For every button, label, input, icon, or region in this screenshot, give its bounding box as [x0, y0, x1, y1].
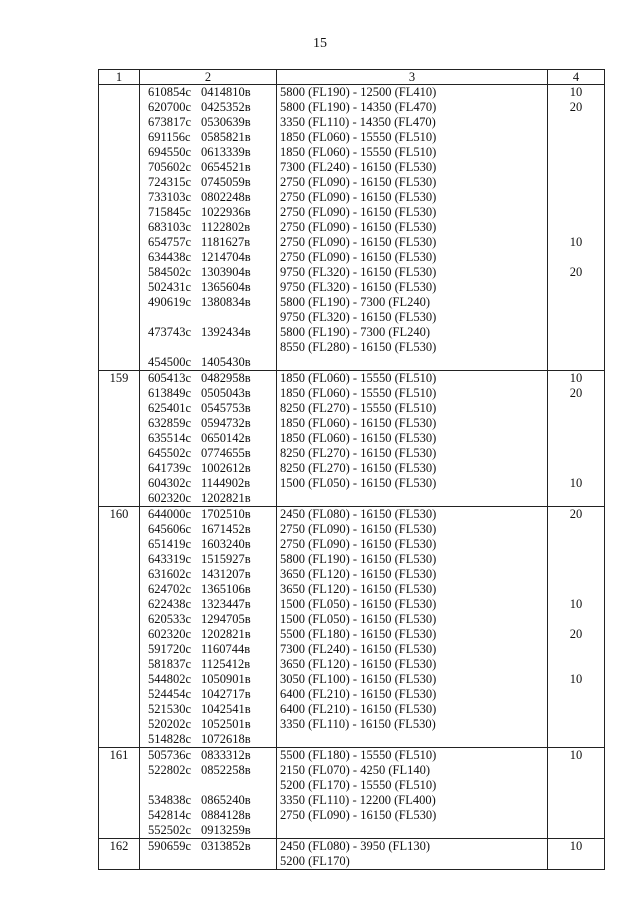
longitude: 1365604в	[201, 280, 251, 294]
interval-value	[548, 310, 604, 325]
coordinate-line	[140, 280, 276, 295]
longitude: 1160744в	[201, 642, 251, 656]
latitude: 524454c	[148, 687, 192, 701]
longitude: 1042717в	[201, 687, 251, 701]
route-number-cell	[99, 748, 140, 839]
altitude-range: 9750 (FL320) - 16150 (FL530)	[280, 280, 437, 294]
interval-value	[548, 537, 604, 552]
altitude-cell	[277, 85, 548, 371]
latitude: 602320c	[148, 491, 192, 505]
coordinate-line	[140, 627, 276, 642]
coordinate-line	[140, 839, 276, 854]
coordinate-line	[140, 672, 276, 687]
altitude-range: 2750 (FL090) - 16150 (FL530)	[280, 250, 437, 264]
interval-value	[548, 567, 604, 582]
coordinate-line	[140, 748, 276, 763]
interval-value	[548, 732, 604, 747]
coordinate-line	[140, 371, 276, 386]
coordinate-line	[140, 401, 276, 416]
altitude-range: 6400 (FL210) - 16150 (FL530)	[280, 687, 437, 701]
coordinate-line	[140, 325, 276, 340]
interval-value	[548, 854, 604, 869]
coordinate-line	[140, 355, 276, 370]
longitude: 0545753в	[201, 401, 251, 415]
altitude-range: 5200 (FL170)	[280, 854, 350, 868]
longitude: 0865240в	[201, 793, 251, 807]
altitude-range: 1500 (FL050) - 16150 (FL530)	[280, 597, 437, 611]
interval-value	[548, 808, 604, 823]
value-cell	[548, 371, 605, 507]
coordinate-line	[140, 854, 276, 869]
longitude: 0613339в	[201, 145, 251, 159]
latitude: 724315c	[148, 175, 192, 189]
longitude: 0594732в	[201, 416, 251, 430]
latitude: 490619c	[148, 295, 192, 309]
coordinate-line	[140, 808, 276, 823]
interval-value: 10	[569, 85, 583, 99]
longitude: 0530639в	[201, 115, 251, 129]
altitude-range: 3650 (FL120) - 16150 (FL530)	[280, 657, 437, 671]
coordinate-line	[140, 687, 276, 702]
value-cell	[548, 839, 605, 870]
longitude: 1431207в	[201, 567, 251, 581]
latitude: 733103c	[148, 190, 192, 204]
interval-value	[548, 250, 604, 265]
interval-value: 20	[569, 265, 583, 279]
coordinate-line	[140, 642, 276, 657]
latitude: 631602c	[148, 567, 192, 581]
altitude-range: 5800 (FL190) - 7300 (FL240)	[280, 325, 430, 339]
longitude: 0654521в	[201, 160, 251, 174]
altitude-range: 5500 (FL180) - 15550 (FL510)	[280, 748, 437, 762]
altitude-range: 1850 (FL060) - 16150 (FL530)	[280, 416, 437, 430]
latitude: 521530c	[148, 702, 192, 716]
longitude: 1214704в	[201, 250, 251, 264]
altitude-range: 2150 (FL070) - 4250 (FL140)	[280, 763, 430, 777]
route-number-cell	[99, 85, 140, 371]
route-number: 159	[109, 371, 129, 385]
coordinate-line	[140, 310, 276, 325]
longitude: 1380834в	[201, 295, 251, 309]
coordinate-line	[140, 567, 276, 582]
coordinate-line	[140, 220, 276, 235]
latitude: 591720c	[148, 642, 192, 656]
longitude: 0833312в	[201, 748, 251, 762]
longitude: 0313852в	[201, 839, 251, 853]
latitude: 694550c	[148, 145, 192, 159]
longitude: 1002612в	[201, 461, 251, 475]
altitude-range: 5800 (FL190) - 12500 (FL410)	[280, 85, 437, 99]
column-header-4: 4	[548, 70, 605, 85]
interval-value	[548, 642, 604, 657]
altitude-range: 3350 (FL110) - 16150 (FL530)	[280, 717, 436, 731]
altitude-range: 7300 (FL240) - 16150 (FL530)	[280, 642, 437, 656]
longitude: 1603240в	[201, 537, 251, 551]
latitude: 651419c	[148, 537, 192, 551]
altitude-range: 5800 (FL190) - 14350 (FL470)	[280, 100, 437, 114]
coordinate-line	[140, 717, 276, 732]
interval-value: 10	[569, 476, 583, 490]
altitude-range: 3050 (FL100) - 16150 (FL530)	[280, 672, 437, 686]
longitude: 1392434в	[201, 325, 251, 339]
column-header-1: 1	[99, 70, 140, 85]
interval-value	[548, 778, 604, 793]
longitude: 1671452в	[201, 522, 251, 536]
interval-value: 20	[569, 386, 583, 400]
route-number: 162	[109, 839, 129, 853]
altitude-range: 2750 (FL090) - 16150 (FL530)	[280, 235, 437, 249]
coordinates-cell	[140, 371, 277, 507]
altitude-range: 5200 (FL170) - 15550 (FL510)	[280, 778, 437, 792]
latitude: 604302c	[148, 476, 192, 490]
interval-value: 20	[569, 627, 583, 641]
coordinate-line	[140, 100, 276, 115]
latitude: 552502c	[148, 823, 192, 837]
latitude: 473743c	[148, 325, 192, 339]
interval-value	[548, 220, 604, 235]
coordinate-line	[140, 295, 276, 310]
latitude: 620700c	[148, 100, 192, 114]
coordinate-line	[140, 235, 276, 250]
longitude: 0482958в	[201, 371, 251, 385]
interval-value	[548, 717, 604, 732]
latitude: 625401c	[148, 401, 192, 415]
latitude: 605413c	[148, 371, 192, 385]
latitude: 610854c	[148, 85, 192, 99]
longitude: 1181627в	[201, 235, 251, 249]
coordinate-line	[140, 657, 276, 672]
coordinate-line	[140, 732, 276, 747]
altitude-range: 2750 (FL090) - 16150 (FL530)	[280, 808, 437, 822]
altitude-range: 3350 (FL110) - 14350 (FL470)	[280, 115, 436, 129]
coordinates-cell	[140, 85, 277, 371]
longitude: 0650142в	[201, 431, 251, 445]
altitude-range: 5500 (FL180) - 16150 (FL530)	[280, 627, 437, 641]
altitude-range: 1850 (FL060) - 16150 (FL530)	[280, 431, 437, 445]
latitude: 643319c	[148, 552, 192, 566]
interval-value	[548, 491, 604, 506]
coordinate-line	[140, 431, 276, 446]
coordinate-line	[140, 476, 276, 491]
altitude-cell	[277, 507, 548, 748]
coordinate-line	[140, 85, 276, 100]
latitude: 622438c	[148, 597, 192, 611]
value-cell	[548, 507, 605, 748]
longitude: 1144902в	[201, 476, 251, 490]
longitude: 1515927в	[201, 552, 251, 566]
coordinate-line	[140, 597, 276, 612]
interval-value	[548, 687, 604, 702]
latitude: 644000c	[148, 507, 192, 521]
altitude-range: 9750 (FL320) - 16150 (FL530)	[280, 265, 437, 279]
latitude: 645502c	[148, 446, 192, 460]
latitude: 641739c	[148, 461, 192, 475]
latitude: 635514c	[148, 431, 192, 445]
interval-value	[548, 115, 604, 130]
coordinate-line	[140, 250, 276, 265]
altitude-range: 1500 (FL050) - 16150 (FL530)	[280, 612, 437, 626]
table-body	[99, 85, 605, 870]
interval-value: 10	[569, 371, 583, 385]
latitude: 691156c	[148, 130, 191, 144]
latitude: 520202c	[148, 717, 192, 731]
coordinate-line	[140, 175, 276, 190]
altitude-range: 3650 (FL120) - 16150 (FL530)	[280, 567, 437, 581]
altitude-range	[277, 732, 547, 747]
altitude-range: 3350 (FL110) - 12200 (FL400)	[280, 793, 436, 807]
coordinate-line	[140, 130, 276, 145]
route-table	[98, 69, 605, 870]
altitude-range: 2750 (FL090) - 16150 (FL530)	[280, 537, 437, 551]
table-row	[99, 371, 605, 507]
latitude: 624702c	[148, 582, 192, 596]
altitude-range	[277, 823, 547, 838]
longitude: 1323447в	[201, 597, 251, 611]
coordinate-line	[140, 823, 276, 838]
altitude-range: 7300 (FL240) - 16150 (FL530)	[280, 160, 437, 174]
latitude: 544802c	[148, 672, 192, 686]
longitude: 1050901в	[201, 672, 251, 686]
longitude: 1303904в	[201, 265, 251, 279]
route-number-cell	[99, 839, 140, 870]
latitude: 620533c	[148, 612, 192, 626]
longitude: 1122802в	[201, 220, 251, 234]
altitude-range: 1850 (FL060) - 15550 (FL510)	[280, 386, 437, 400]
altitude-range: 2750 (FL090) - 16150 (FL530)	[280, 220, 437, 234]
altitude-range: 3650 (FL120) - 16150 (FL530)	[280, 582, 437, 596]
altitude-range: 2750 (FL090) - 16150 (FL530)	[280, 190, 437, 204]
interval-value	[548, 522, 604, 537]
longitude: 0884128в	[201, 808, 251, 822]
altitude-range: 2750 (FL090) - 16150 (FL530)	[280, 175, 437, 189]
interval-value: 10	[569, 672, 583, 686]
latitude: 683103c	[148, 220, 192, 234]
altitude-range: 2750 (FL090) - 16150 (FL530)	[280, 205, 437, 219]
altitude-range: 6400 (FL210) - 16150 (FL530)	[280, 702, 437, 716]
interval-value: 10	[569, 235, 583, 249]
coordinate-line	[140, 160, 276, 175]
interval-value	[548, 145, 604, 160]
altitude-range: 1850 (FL060) - 15550 (FL510)	[280, 145, 437, 159]
altitude-range: 8250 (FL270) - 15550 (FL510)	[280, 401, 437, 415]
interval-value	[548, 190, 604, 205]
altitude-cell	[277, 371, 548, 507]
route-number-cell	[99, 507, 140, 748]
altitude-range: 1500 (FL050) - 16150 (FL530)	[280, 476, 437, 490]
interval-value	[548, 325, 604, 340]
longitude: 0913259в	[201, 823, 251, 837]
altitude-range: 2750 (FL090) - 16150 (FL530)	[280, 522, 437, 536]
interval-value	[548, 657, 604, 672]
altitude-cell	[277, 839, 548, 870]
latitude: 602320c	[148, 627, 192, 641]
interval-value	[548, 431, 604, 446]
longitude: 0802248в	[201, 190, 251, 204]
page-number: 15	[313, 36, 327, 51]
latitude: 673817c	[148, 115, 192, 129]
interval-value	[548, 175, 604, 190]
latitude: 584502c	[148, 265, 192, 279]
interval-value: 20	[569, 507, 583, 521]
coordinate-line	[140, 190, 276, 205]
interval-value	[548, 160, 604, 175]
altitude-cell	[277, 748, 548, 839]
longitude: 1202821в	[201, 627, 251, 641]
longitude: 0745059в	[201, 175, 251, 189]
latitude: 522802c	[148, 763, 192, 777]
longitude: 1125412в	[201, 657, 251, 671]
latitude: 632859c	[148, 416, 192, 430]
latitude: 645606c	[148, 522, 192, 536]
route-number: 161	[109, 748, 129, 762]
latitude: 454500c	[148, 355, 192, 369]
coordinates-cell	[140, 507, 277, 748]
interval-value	[548, 823, 604, 838]
altitude-range: 8250 (FL270) - 16150 (FL530)	[280, 461, 437, 475]
interval-value: 10	[569, 597, 583, 611]
latitude: 505736c	[148, 748, 192, 762]
altitude-range: 8550 (FL280) - 16150 (FL530)	[280, 340, 437, 354]
longitude: 1072618в	[201, 732, 251, 746]
latitude: 581837c	[148, 657, 192, 671]
coordinate-line	[140, 793, 276, 808]
latitude: 514828c	[148, 732, 192, 746]
interval-value: 10	[569, 839, 583, 853]
coordinate-line	[140, 537, 276, 552]
latitude: 613849c	[148, 386, 192, 400]
longitude: 1702510в	[201, 507, 251, 521]
table-row	[99, 507, 605, 748]
longitude: 0505043в	[201, 386, 251, 400]
altitude-range: 2450 (FL080) - 16150 (FL530)	[280, 507, 437, 521]
altitude-range: 2450 (FL080) - 3950 (FL130)	[280, 839, 430, 853]
interval-value	[548, 446, 604, 461]
coordinate-line	[140, 265, 276, 280]
interval-value	[548, 552, 604, 567]
altitude-range	[277, 491, 547, 506]
interval-value	[548, 280, 604, 295]
interval-value	[548, 612, 604, 627]
table-row	[99, 839, 605, 870]
altitude-range: 5800 (FL190) - 16150 (FL530)	[280, 552, 437, 566]
interval-value: 10	[569, 748, 583, 762]
longitude: 1022936в	[201, 205, 251, 219]
coordinate-line	[140, 507, 276, 522]
interval-value	[548, 793, 604, 808]
route-number-cell	[99, 371, 140, 507]
column-header-3: 3	[277, 70, 548, 85]
table-row	[99, 748, 605, 839]
coordinate-line	[140, 386, 276, 401]
interval-value	[548, 340, 604, 355]
coordinate-line	[140, 205, 276, 220]
interval-value	[548, 130, 604, 145]
value-cell	[548, 85, 605, 371]
value-cell	[548, 748, 605, 839]
interval-value	[548, 355, 604, 370]
coordinates-cell	[140, 839, 277, 870]
route-number: 160	[109, 507, 129, 521]
coordinate-line	[140, 115, 276, 130]
longitude: 1202821в	[201, 491, 251, 505]
coordinate-line	[140, 491, 276, 506]
table-row	[99, 85, 605, 371]
longitude: 0414810в	[201, 85, 251, 99]
interval-value	[548, 295, 604, 310]
latitude: 502431c	[148, 280, 192, 294]
coordinate-line	[140, 340, 276, 355]
latitude: 590659c	[148, 839, 192, 853]
latitude: 654757c	[148, 235, 192, 249]
latitude: 634438c	[148, 250, 192, 264]
longitude: 1052501в	[201, 717, 251, 731]
latitude: 705602c	[148, 160, 192, 174]
longitude: 1405430в	[201, 355, 251, 369]
longitude: 1365106в	[201, 582, 251, 596]
interval-value	[548, 763, 604, 778]
interval-value: 20	[569, 100, 583, 114]
coordinate-line	[140, 612, 276, 627]
latitude: 534838c	[148, 793, 192, 807]
longitude: 0425352в	[201, 100, 251, 114]
interval-value	[548, 401, 604, 416]
latitude: 542814c	[148, 808, 192, 822]
altitude-range: 1850 (FL060) - 15550 (FL510)	[280, 130, 437, 144]
table-header-row	[99, 70, 605, 85]
coordinate-line	[140, 461, 276, 476]
longitude: 0852258в	[201, 763, 251, 777]
latitude: 715845c	[148, 205, 192, 219]
altitude-range: 1850 (FL060) - 15550 (FL510)	[280, 371, 437, 385]
coordinate-line	[140, 582, 276, 597]
column-header-2: 2	[140, 70, 277, 85]
coordinate-line	[140, 552, 276, 567]
coordinate-line	[140, 763, 276, 778]
coordinate-line	[140, 702, 276, 717]
altitude-range	[277, 355, 547, 370]
altitude-range: 5800 (FL190) - 7300 (FL240)	[280, 295, 430, 309]
coordinate-line	[140, 446, 276, 461]
interval-value	[548, 582, 604, 597]
interval-value	[548, 461, 604, 476]
altitude-range: 8250 (FL270) - 16150 (FL530)	[280, 446, 437, 460]
coordinate-line	[140, 416, 276, 431]
longitude: 0585821в	[201, 130, 251, 144]
altitude-range: 9750 (FL320) - 16150 (FL530)	[280, 310, 437, 324]
longitude: 1294705в	[201, 612, 251, 626]
interval-value	[548, 205, 604, 220]
coordinate-line	[140, 145, 276, 160]
route-number	[99, 85, 139, 100]
coordinates-cell	[140, 748, 277, 839]
interval-value	[548, 416, 604, 431]
coordinate-line	[140, 778, 276, 793]
coordinate-line	[140, 522, 276, 537]
longitude: 0774655в	[201, 446, 251, 460]
interval-value	[548, 702, 604, 717]
longitude: 1042541в	[201, 702, 251, 716]
